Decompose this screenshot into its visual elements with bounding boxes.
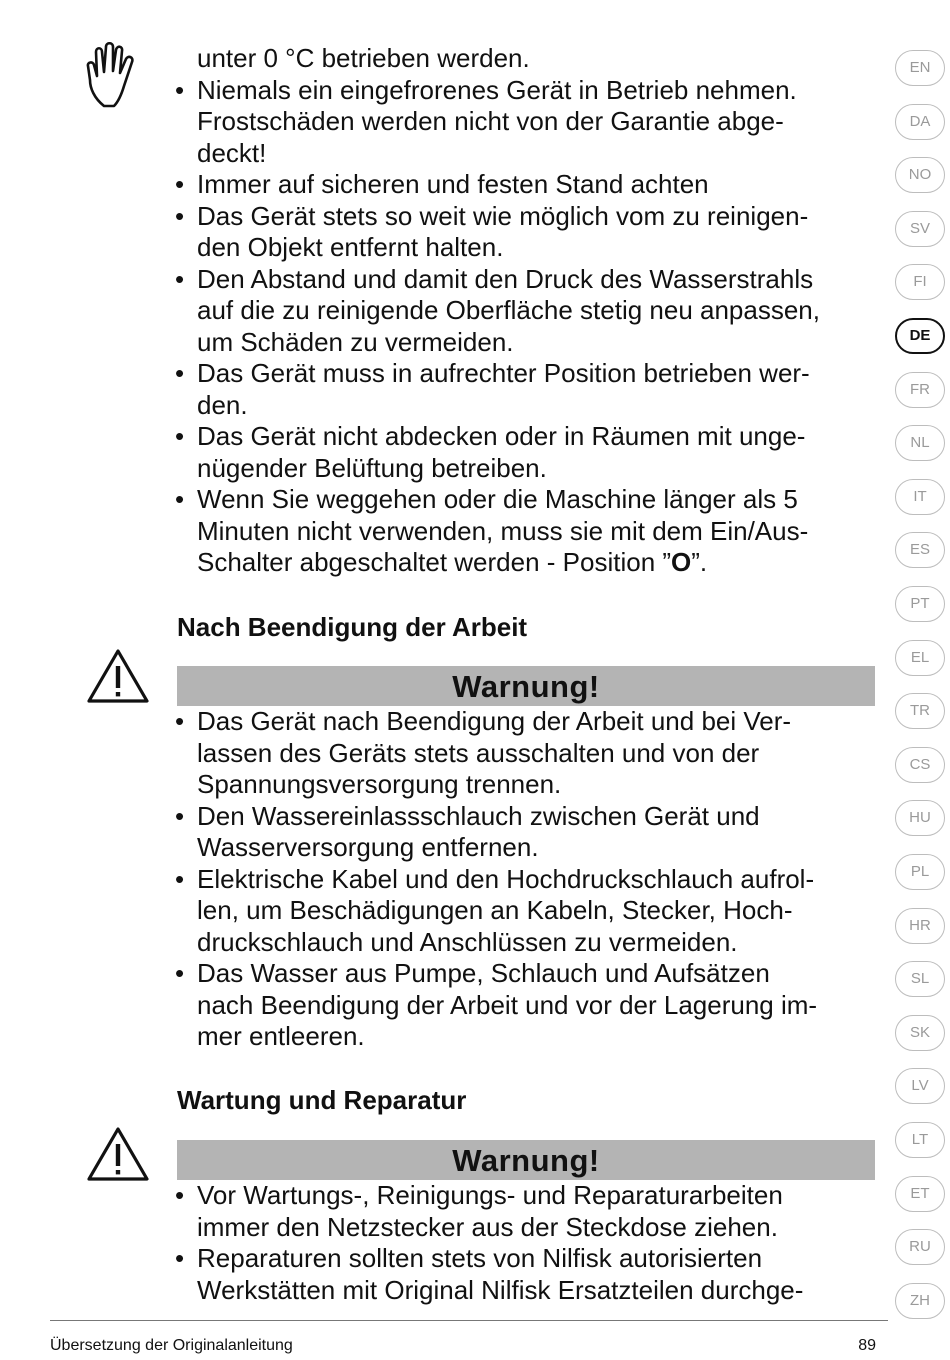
list-item — [175, 864, 875, 959]
text-line: • Immer auf sicheren und festen Stand achten — [197, 169, 709, 199]
list-item — [175, 484, 875, 579]
text-line: • Reparaturen sollten stets von Nilfisk autorisierten — [197, 1243, 763, 1273]
language-tab-hr: HR — [895, 908, 945, 944]
text-line: • Niemals ein eingefrorenes Gerät in Betrieb nehmen. — [197, 74, 797, 105]
language-tab-hu: HU — [895, 800, 945, 836]
footer-divider — [50, 1320, 888, 1321]
warning-banner: Warnung! — [177, 666, 875, 706]
list-item — [175, 1180, 875, 1243]
text-line: Frostschäden werden nicht von der Garantie abge- — [197, 106, 784, 136]
language-tab-nl: NL — [895, 425, 945, 461]
list-item — [175, 801, 875, 864]
list-item — [175, 43, 875, 75]
list-item — [175, 75, 875, 170]
section-heading-maintenance: Wartung und Reparatur — [177, 1085, 467, 1115]
list-item — [175, 201, 875, 264]
text-line: den. — [197, 389, 248, 420]
safety-instructions-list — [175, 43, 875, 579]
section-heading-after-work: Nach Beendigung der Arbeit — [177, 612, 528, 642]
page-number: 89 — [858, 1337, 876, 1354]
text-line: immer den Netzstecker aus der Steckdose ziehen. — [197, 1211, 778, 1242]
text-line: Wasserversorgung entfernen. — [197, 832, 539, 862]
language-tab-el: EL — [895, 640, 945, 676]
text-line: druckschlauch und Anschlüssen zu vermeiden. — [197, 926, 738, 957]
text-line: • Das Wasser aus Pumpe, Schlauch und Aufsätzen — [197, 958, 770, 988]
language-tab-fr: FR — [895, 372, 945, 408]
text-line: Minuten nicht verwenden, muss sie mit dem Ein/Aus- — [197, 515, 809, 546]
text-line: um Schäden zu vermeiden. — [197, 326, 514, 357]
stop-hand-icon — [84, 42, 146, 108]
list-item — [175, 264, 875, 359]
language-tab-es: ES — [895, 532, 945, 568]
text-line: mer entleeren. — [197, 1021, 365, 1051]
language-tab-sv: SV — [895, 211, 945, 247]
list-item — [175, 421, 875, 484]
text-line: • Elektrische Kabel und den Hochdruckschlauch aufrol- — [197, 863, 815, 894]
language-tab-tr: TR — [895, 693, 945, 729]
text-line: unter 0 °C betrieben werden. — [197, 43, 530, 73]
text-line: lassen des Geräts stets ausschalten und von der — [197, 737, 760, 768]
text-line: len, um Beschädigungen an Kabeln, Stecker, Hoch- — [197, 895, 793, 925]
text-line: nach Beendigung der Arbeit und vor der Lagerung im- — [197, 989, 818, 1020]
language-tab-sk: SK — [895, 1015, 945, 1051]
text-line: • Das Gerät nach Beendigung der Arbeit und bei Ver- — [197, 706, 792, 736]
text-line: • Das Gerät nicht abdecken oder in Räumen mit unge- — [197, 421, 806, 451]
text-line: Spannungsversorgung trennen. — [197, 769, 562, 799]
text-line: • Das Gerät stets so weit wie möglich vom zu reinigen- — [197, 200, 809, 231]
language-tab-fi: FI — [895, 264, 945, 300]
list-item — [175, 706, 875, 801]
text-line: Schalter abgeschaltet werden - Position ”O”. — [197, 547, 708, 577]
language-tab-no: NO — [895, 157, 945, 193]
text-line: • Vor Wartungs-, Reinigungs- und Reparaturarbeiten — [197, 1180, 783, 1210]
language-tab-cs: CS — [895, 747, 945, 783]
language-tab-pt: PT — [895, 586, 945, 622]
language-tab-zh: ZH — [895, 1283, 945, 1319]
text-line: • Das Gerät muss in aufrechter Position betrieben wer- — [197, 358, 810, 388]
warning-banner: Warnung! — [177, 1140, 875, 1180]
warning-triangle-icon — [86, 648, 150, 704]
language-tab-de: DE — [895, 318, 945, 354]
language-tab-sl: SL — [895, 961, 945, 997]
text-line: • Den Abstand und damit den Druck des Wasserstrahls — [197, 263, 814, 294]
language-tab-pl: PL — [895, 854, 945, 890]
warning-triangle-icon — [86, 1126, 150, 1182]
after-work-list — [175, 706, 875, 1053]
text-line: auf die zu reinigende Oberfläche stetig neu anpassen, — [197, 295, 820, 325]
text-line: deckt! — [197, 137, 267, 168]
list-item — [175, 1243, 875, 1306]
text-line: den Objekt entfernt halten. — [197, 232, 504, 262]
text-line: • Den Wassereinlassschlauch zwischen Gerät und — [197, 800, 760, 831]
language-tab-lv: LV — [895, 1068, 945, 1104]
language-tab-it: IT — [895, 479, 945, 515]
language-tab-da: DA — [895, 104, 945, 140]
maintenance-list — [175, 1180, 875, 1306]
language-tab-en: EN — [895, 50, 945, 86]
list-item — [175, 358, 875, 421]
language-tab-lt: LT — [895, 1122, 945, 1158]
footer-title: Übersetzung der Originalanleitung — [50, 1337, 293, 1354]
language-tab-ru: RU — [895, 1229, 945, 1265]
text-line: • Wenn Sie weggehen oder die Maschine länger als 5 — [197, 484, 798, 514]
text-line: nügender Belüftung betreiben. — [197, 452, 547, 483]
text-line: Werkstätten mit Original Nilfisk Ersatzteilen durchge- — [197, 1274, 804, 1305]
list-item — [175, 169, 875, 201]
language-tab-et: ET — [895, 1176, 945, 1212]
list-item — [175, 958, 875, 1053]
